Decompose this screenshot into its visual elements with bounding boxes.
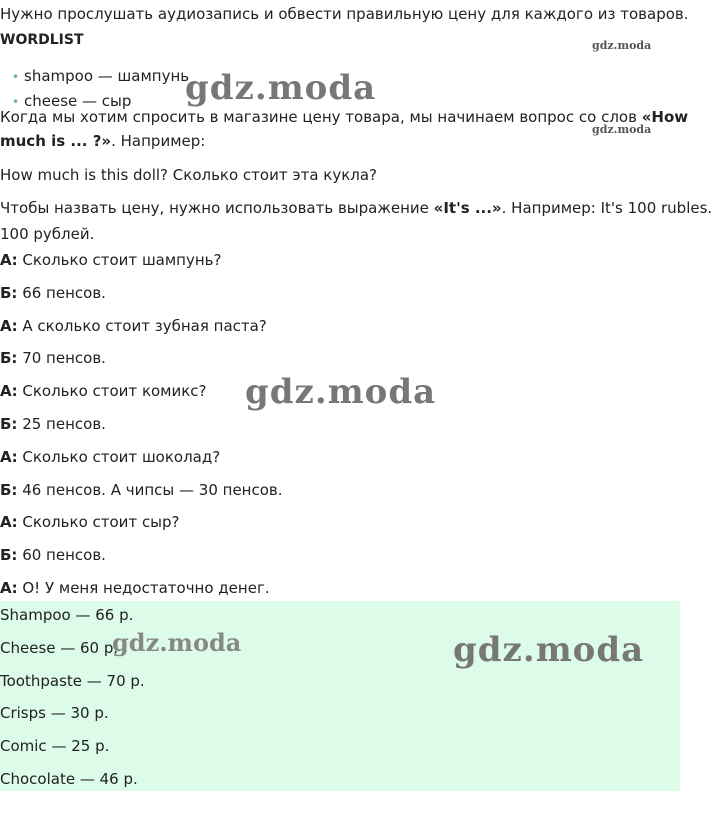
speaker-label: Б: xyxy=(0,415,18,433)
watermark: gdz.moda xyxy=(245,372,437,412)
watermark: gdz.moda xyxy=(592,39,652,52)
dialogue-line xyxy=(0,250,221,270)
speaker-label: Б: xyxy=(0,480,18,499)
answer-line: Comic — 25 р. xyxy=(0,737,110,756)
speaker-label: А: xyxy=(0,447,18,466)
dialogue-line xyxy=(0,414,106,434)
answer-line: Cheese — 60 р. xyxy=(0,638,119,657)
answer-line: Crisps — 30 р. xyxy=(0,704,109,723)
speaker-label: А: xyxy=(0,251,18,269)
explanation-paragraph-2-cont: 100 рублей. xyxy=(0,225,95,243)
explanation-paragraph-1-cont: much is ... ?». Например: xyxy=(0,132,206,150)
dialogue-text: О! У меня недостаточно денег. xyxy=(17,579,270,597)
speaker-label: А: xyxy=(0,316,18,335)
answer-line: Chocolate — 46 р. xyxy=(0,770,138,788)
watermark: gdz.moda xyxy=(592,123,652,136)
dialogue-line xyxy=(0,512,180,532)
explanation-paragraph-1: Когда мы хотим спросить в магазине цену товара, мы начинаем вопрос со слов «How xyxy=(0,108,689,126)
dialogue-line xyxy=(0,447,220,467)
bullet-icon: • xyxy=(12,70,20,84)
dialogue-text: А сколько стоит зубная паста? xyxy=(17,316,267,335)
speaker-label: А: xyxy=(0,579,18,597)
bullet-icon: • xyxy=(12,95,20,109)
dialogue-text: 25 пенсов. xyxy=(17,415,106,433)
dialogue-line xyxy=(0,348,106,368)
answer-line: Toothpaste — 70 р. xyxy=(0,671,145,690)
dialogue-text: Сколько стоит шоколад? xyxy=(17,447,221,466)
dialogue-line xyxy=(0,316,267,336)
speaker-label: Б: xyxy=(0,349,18,368)
dialogue-text: 66 пенсов. xyxy=(17,283,106,302)
wordlist-item: • cheese — сыр xyxy=(12,92,132,110)
dialogue-line xyxy=(0,545,106,565)
speaker-label: А: xyxy=(0,382,18,401)
dialogue-text: Сколько стоит сыр? xyxy=(17,513,180,532)
watermark: gdz.moda xyxy=(453,630,645,670)
speaker-label: Б: xyxy=(0,283,18,302)
watermark: gdz.moda xyxy=(112,628,242,657)
watermark: gdz.moda xyxy=(185,68,377,108)
wordlist-title: WORDLIST xyxy=(0,32,84,48)
dialogue-line xyxy=(0,480,283,500)
dialogue-line xyxy=(0,283,106,303)
answer-line: Shampoo — 66 р. xyxy=(0,606,134,624)
dialogue-text: Сколько стоит комикс? xyxy=(17,382,207,401)
dialogue-line xyxy=(0,578,270,598)
speaker-label: Б: xyxy=(0,546,18,565)
dialogue-text: 60 пенсов. xyxy=(17,546,106,565)
speaker-label: А: xyxy=(0,513,18,532)
task-instruction: Нужно прослушать аудиозапись и обвести правильную цену для каждого из товаров. xyxy=(0,5,689,23)
explanation-paragraph-2: Чтобы назвать цену, нужно использовать выражение «It's ...». Например: It's 100 rubles. xyxy=(0,199,712,217)
dialogue-line xyxy=(0,381,207,401)
example-question: How much is this doll? Сколько стоит эта кукла? xyxy=(0,166,378,184)
dialogue-text: Сколько стоит шампунь? xyxy=(17,251,222,269)
dialogue-text: 70 пенсов. xyxy=(17,349,106,368)
dialogue-text: 46 пенсов. А чипсы — 30 пенсов. xyxy=(17,480,283,499)
wordlist-item: • shampoo — шампунь xyxy=(12,67,190,85)
